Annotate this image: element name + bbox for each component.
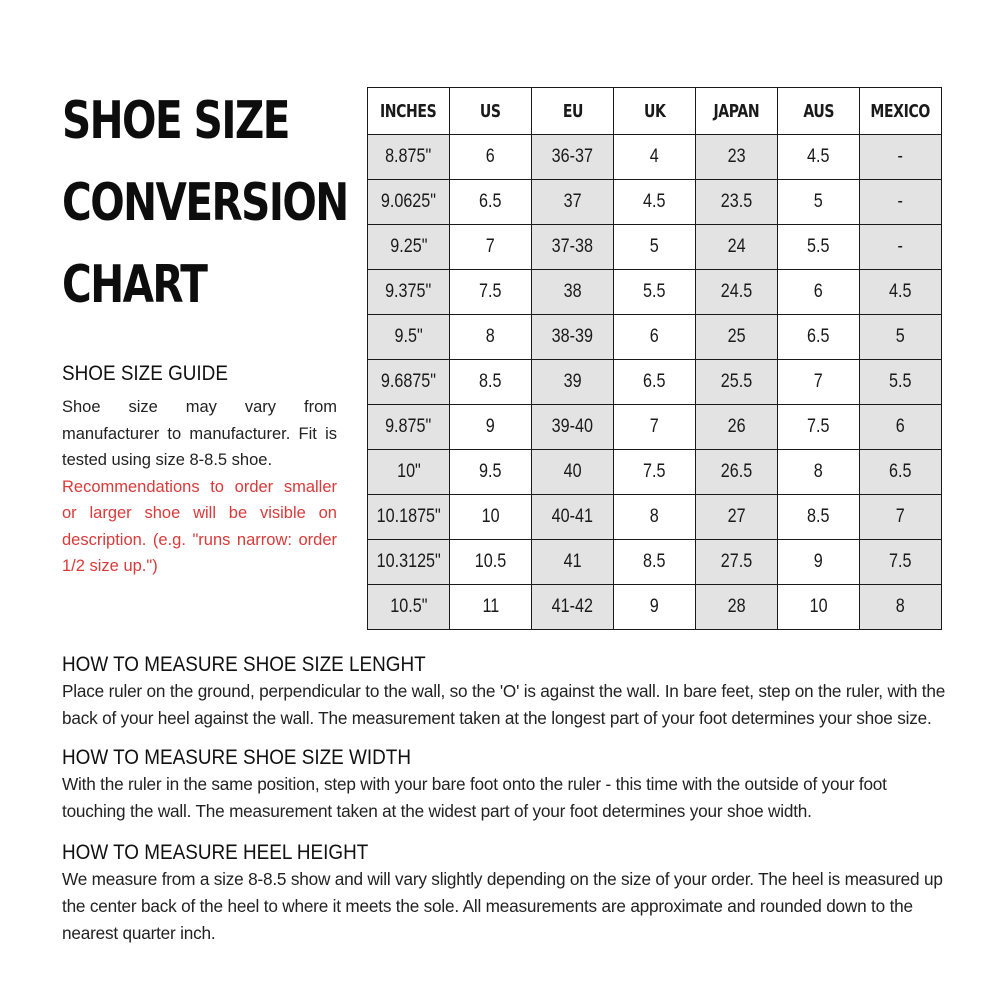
column-header-aus: AUS xyxy=(778,88,860,135)
cell-mexico: - xyxy=(860,225,942,270)
cell-aus: 5.5 xyxy=(778,225,860,270)
cell-uk: 6.5 xyxy=(614,360,696,405)
cell-uk: 8.5 xyxy=(614,540,696,585)
cell-aus: 7 xyxy=(778,360,860,405)
cell-japan: 23 xyxy=(696,135,778,180)
column-header-uk: UK xyxy=(614,88,696,135)
column-header-japan: JAPAN xyxy=(696,88,778,135)
cell-uk: 4 xyxy=(614,135,696,180)
table-row xyxy=(368,495,942,540)
cell-aus: 8.5 xyxy=(778,495,860,540)
size-conversion-table xyxy=(367,87,942,630)
table-row xyxy=(368,405,942,450)
table-row xyxy=(368,360,942,405)
cell-japan: 27.5 xyxy=(696,540,778,585)
cell-inches: 9.6875" xyxy=(368,360,450,405)
cell-eu: 39 xyxy=(532,360,614,405)
cell-us: 11 xyxy=(450,585,532,630)
cell-japan: 24.5 xyxy=(696,270,778,315)
cell-uk: 9 xyxy=(614,585,696,630)
cell-us: 7 xyxy=(450,225,532,270)
cell-aus: 6 xyxy=(778,270,860,315)
cell-inches: 9.25" xyxy=(368,225,450,270)
cell-inches: 10.3125" xyxy=(368,540,450,585)
cell-eu: 36-37 xyxy=(532,135,614,180)
cell-japan: 24 xyxy=(696,225,778,270)
cell-us: 8 xyxy=(450,315,532,360)
cell-japan: 23.5 xyxy=(696,180,778,225)
cell-eu: 40 xyxy=(532,450,614,495)
table-row xyxy=(368,450,942,495)
column-header-inches: INCHES xyxy=(368,88,450,135)
cell-us: 8.5 xyxy=(450,360,532,405)
table-row xyxy=(368,180,942,225)
cell-eu: 38-39 xyxy=(532,315,614,360)
cell-mexico: 6 xyxy=(860,405,942,450)
cell-mexico: 5 xyxy=(860,315,942,360)
cell-uk: 6 xyxy=(614,315,696,360)
measure-heel-height-section xyxy=(62,840,947,947)
cell-uk: 5 xyxy=(614,225,696,270)
cell-inches: 10.1875" xyxy=(368,495,450,540)
cell-uk: 7.5 xyxy=(614,450,696,495)
cell-japan: 26.5 xyxy=(696,450,778,495)
cell-mexico: 6.5 xyxy=(860,450,942,495)
cell-inches: 9.5" xyxy=(368,315,450,360)
cell-inches: 10" xyxy=(368,450,450,495)
table-row xyxy=(368,270,942,315)
cell-uk: 5.5 xyxy=(614,270,696,315)
cell-mexico: 7 xyxy=(860,495,942,540)
cell-mexico: 8 xyxy=(860,585,942,630)
cell-us: 9 xyxy=(450,405,532,450)
cell-eu: 41-42 xyxy=(532,585,614,630)
cell-inches: 10.5" xyxy=(368,585,450,630)
cell-aus: 5 xyxy=(778,180,860,225)
section-text: Place ruler on the ground, perpendicular to the wall, so the 'O' is against the wall. In bare feet, step on the ruler, with the back of your heel against the wall. The measurement taken at the longest part of your foot determines your shoe size. xyxy=(62,681,946,728)
section-heading: HOW TO MEASURE HEEL HEIGHT xyxy=(62,841,369,864)
column-header-mexico: MEXICO xyxy=(860,88,942,135)
cell-japan: 26 xyxy=(696,405,778,450)
cell-eu: 40-41 xyxy=(532,495,614,540)
guide-text: Shoe size may vary from manufacturer to manufacturer. Fit is tested using size 8-8.5 shoe. xyxy=(62,398,337,469)
title-line-2: CONVERSION xyxy=(62,173,348,233)
cell-us: 6.5 xyxy=(450,180,532,225)
cell-us: 7.5 xyxy=(450,270,532,315)
cell-inches: 9.0625" xyxy=(368,180,450,225)
section-heading: HOW TO MEASURE SHOE SIZE LENGHT xyxy=(62,653,426,676)
page-title xyxy=(62,80,348,326)
cell-mexico: - xyxy=(860,135,942,180)
cell-aus: 9 xyxy=(778,540,860,585)
cell-japan: 25 xyxy=(696,315,778,360)
measure-length-section xyxy=(62,652,947,732)
cell-aus: 7.5 xyxy=(778,405,860,450)
section-text: We measure from a size 8-8.5 show and will vary slightly depending on the size of your order. The heel is measured up the center back of the heel to where it meets the sole. All measurements are approximate and rounded down to the nearest quarter inch. xyxy=(62,869,943,943)
title-line-1: SHOE SIZE xyxy=(62,91,289,151)
table-row xyxy=(368,135,942,180)
cell-eu: 41 xyxy=(532,540,614,585)
cell-us: 9.5 xyxy=(450,450,532,495)
cell-us: 6 xyxy=(450,135,532,180)
cell-japan: 28 xyxy=(696,585,778,630)
cell-uk: 8 xyxy=(614,495,696,540)
column-header-eu: EU xyxy=(532,88,614,135)
cell-aus: 4.5 xyxy=(778,135,860,180)
cell-mexico: 7.5 xyxy=(860,540,942,585)
cell-eu: 37-38 xyxy=(532,225,614,270)
cell-japan: 25.5 xyxy=(696,360,778,405)
shoe-size-guide xyxy=(62,360,337,580)
cell-eu: 39-40 xyxy=(532,405,614,450)
column-header-us: US xyxy=(450,88,532,135)
section-heading: HOW TO MEASURE SHOE SIZE WIDTH xyxy=(62,746,411,769)
cell-eu: 38 xyxy=(532,270,614,315)
cell-inches: 9.375" xyxy=(368,270,450,315)
cell-inches: 8.875" xyxy=(368,135,450,180)
table-row xyxy=(368,315,942,360)
guide-recommendation-note: Recommendations to order smaller or larger shoe will be visible on description. (e.g. "runs narrow: order 1/2 size up.") xyxy=(62,477,337,575)
cell-japan: 27 xyxy=(696,495,778,540)
cell-mexico: - xyxy=(860,180,942,225)
cell-us: 10 xyxy=(450,495,532,540)
table-row xyxy=(368,540,942,585)
cell-aus: 8 xyxy=(778,450,860,495)
guide-heading: SHOE SIZE GUIDE xyxy=(62,362,228,385)
title-line-3: CHART xyxy=(62,255,207,315)
cell-mexico: 4.5 xyxy=(860,270,942,315)
cell-us: 10.5 xyxy=(450,540,532,585)
section-text: With the ruler in the same position, step with your bare foot onto the ruler - this time with the outside of your foot touching the wall. The measurement taken at the widest part of your foot determines your shoe width. xyxy=(62,774,887,821)
cell-aus: 6.5 xyxy=(778,315,860,360)
cell-uk: 4.5 xyxy=(614,180,696,225)
measure-width-section xyxy=(62,745,947,825)
cell-eu: 37 xyxy=(532,180,614,225)
cell-uk: 7 xyxy=(614,405,696,450)
cell-aus: 10 xyxy=(778,585,860,630)
table-row xyxy=(368,225,942,270)
table-body xyxy=(368,135,942,630)
table-row xyxy=(368,585,942,630)
cell-mexico: 5.5 xyxy=(860,360,942,405)
cell-inches: 9.875" xyxy=(368,405,450,450)
table-header-row xyxy=(368,88,942,135)
